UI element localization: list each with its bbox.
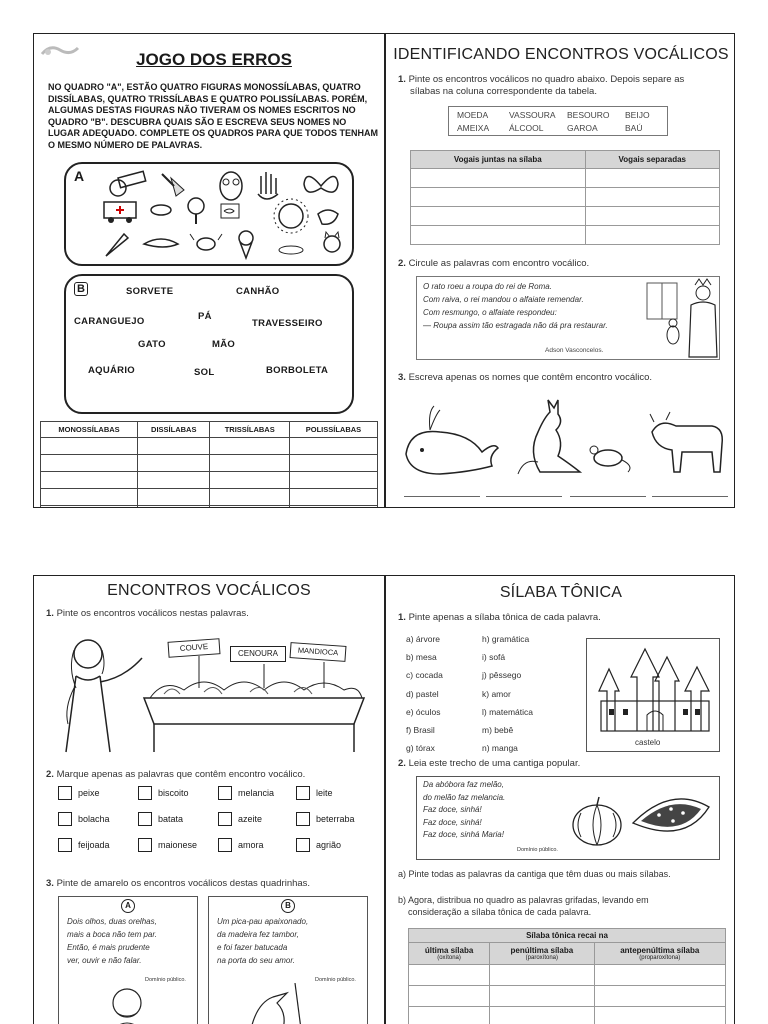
answer-cell[interactable] — [138, 489, 210, 506]
answer-line[interactable] — [652, 496, 728, 497]
carrot-icon — [106, 234, 128, 256]
answer-cell[interactable] — [41, 438, 138, 455]
poem-line: mais a boca não tem par. — [67, 930, 157, 939]
boy-face-icon — [103, 981, 153, 1024]
col-monossilabas: MONOSSÍLABAS — [41, 422, 138, 438]
aquarium-icon — [221, 204, 239, 218]
q3-text: Pinte de amarelo os encontros vocálicos destas quadrinhas. — [56, 878, 311, 889]
word-item: l) matemática — [482, 706, 534, 717]
cannon-icon — [110, 171, 146, 196]
silaba-tonica-panel — [386, 576, 735, 1024]
answer-cell[interactable] — [585, 188, 719, 207]
sign-couve: COUVE — [168, 638, 221, 658]
checkbox-label: batata — [158, 814, 184, 824]
checkbox-item[interactable] — [296, 812, 355, 826]
cat-icon — [324, 232, 340, 252]
checkbox[interactable] — [296, 812, 310, 826]
poem-line: Com resmungo, o alfaiate respondeu: — [423, 308, 557, 317]
table-row — [41, 489, 378, 506]
answer-cell[interactable] — [289, 455, 377, 472]
col-polissilabas: POLISSÍLABAS — [289, 422, 377, 438]
word-list-col1 — [406, 630, 443, 757]
source-note: Domínio público. — [315, 977, 356, 983]
word: BEIJO — [625, 110, 650, 120]
checkbox[interactable] — [58, 786, 72, 800]
poem-line: Da abóbora faz melão, — [423, 780, 504, 789]
q2-text: Circule as palavras com encontro vocálico. — [408, 258, 590, 269]
quadrinha-a-label: A — [121, 899, 135, 913]
vowel-table — [410, 150, 720, 245]
word-borboleta: BORBOLETA — [266, 365, 329, 376]
bottom-worksheet — [33, 575, 735, 1024]
table-row — [41, 438, 378, 455]
box-b-label: B — [74, 282, 88, 296]
word-canhao: CANHÃO — [236, 286, 280, 297]
col-main: penúltima sílaba — [510, 946, 574, 955]
word-item: g) tórax — [406, 743, 435, 754]
answer-cell[interactable] — [411, 188, 586, 207]
poem-line: Dois olhos, duas orelhas, — [67, 917, 157, 926]
poem-line: da madeira fez tambor, — [217, 930, 299, 939]
col-trissilabas: TRISSÍLABAS — [210, 422, 290, 438]
tree-icon — [188, 198, 204, 224]
instruction-line: QUADRO "B". DESCUBRA QUAIS SÃO E ESCREVA SEUS NOMES NO — [48, 116, 347, 127]
hand-icon — [258, 172, 278, 199]
tonic-table-title-row — [409, 929, 726, 943]
poem-line: Faz doce, sinhá Maria! — [423, 830, 504, 839]
box-a-label: A — [74, 168, 85, 184]
checkbox-label: maionese — [158, 840, 198, 850]
word-item: d) pastel — [406, 688, 439, 699]
sun-icon — [274, 199, 308, 233]
source-note: Domínio público. — [145, 977, 186, 983]
checkbox-item[interactable] — [138, 812, 183, 826]
answer-cell[interactable] — [585, 169, 719, 188]
q2-text: Marque apenas as palavras que contêm encontro vocálico. — [56, 769, 306, 780]
q-number: 2. — [46, 769, 54, 780]
poem-line: ver, ouvir e não falar. — [67, 956, 142, 965]
instruction-line: O MESMO NÚMERO DE PALAVRAS. — [48, 139, 203, 150]
checkbox-item[interactable] — [296, 786, 333, 800]
word-gato: GATO — [138, 339, 166, 350]
answer-cell[interactable] — [411, 169, 586, 188]
checkbox[interactable] — [296, 838, 310, 852]
word: BESOURO — [567, 110, 610, 120]
word-travesseiro: TRAVESSEIRO — [252, 318, 323, 329]
mouse-icon — [590, 446, 630, 472]
answer-cell[interactable] — [41, 472, 138, 489]
answer-cell[interactable] — [138, 455, 210, 472]
word-item: i) sofá — [482, 652, 506, 663]
owl-icon — [220, 172, 242, 200]
answer-cell[interactable] — [138, 472, 210, 489]
q1-text: Pinte os encontros vocálicos no quadro abaixo. Depois separe as — [408, 74, 685, 85]
quadrinha-b — [208, 896, 368, 1024]
word-item: k) amor — [482, 688, 511, 699]
answer-cell[interactable] — [289, 489, 377, 506]
logo-stamp — [40, 42, 80, 60]
word-item: e) óculos — [406, 706, 441, 717]
answer-cell[interactable] — [41, 506, 138, 508]
col-main: última sílaba — [424, 946, 474, 955]
table-row — [411, 226, 720, 245]
answer-cell[interactable] — [409, 965, 490, 986]
word: VASSOURA — [509, 110, 556, 120]
checkbox[interactable] — [138, 812, 152, 826]
q-number: 2. — [398, 758, 406, 769]
q-number: 3. — [398, 372, 406, 383]
qb-line: consideração a sílaba tônica de cada palavra. — [408, 907, 592, 917]
checkbox-item[interactable] — [58, 812, 110, 826]
checkbox-item[interactable] — [138, 786, 189, 800]
q2-text: Leia este trecho de uma cantiga popular. — [408, 758, 581, 769]
table-row — [409, 1007, 726, 1024]
poem-line: Com raiva, o rei mandou o alfaiate remendar. — [423, 295, 584, 304]
answer-cell[interactable] — [490, 965, 594, 986]
tonic-table-title: Sílaba tônica recai na — [409, 929, 726, 943]
hat-icon — [279, 246, 303, 254]
col-proparoxitona — [594, 943, 725, 965]
encontros-panel — [34, 576, 384, 1024]
q1-text: Pinte apenas a sílaba tônica de cada palavra. — [408, 612, 601, 623]
crab-icon — [190, 234, 222, 250]
q1-text: Pinte os encontros vocálicos nestas palavras. — [56, 608, 249, 619]
word: ÁLCOOL — [509, 123, 544, 133]
col-vogais-separadas: Vogais separadas — [585, 151, 719, 169]
girl-icon — [66, 640, 142, 752]
ox-icon — [650, 412, 722, 472]
word: BAÚ — [625, 123, 643, 133]
woodpecker-icon — [243, 983, 313, 1024]
answer-cell[interactable] — [594, 1007, 725, 1024]
quadrinha-a-text — [67, 915, 197, 967]
q1-text-2: sílabas na coluna correspondente da tabela. — [410, 86, 597, 97]
answer-cell[interactable] — [41, 489, 138, 506]
checkbox[interactable] — [296, 786, 310, 800]
quadrinha-a — [58, 896, 198, 1024]
col-vogais-juntas: Vogais juntas na sílaba — [411, 151, 586, 169]
answer-cell[interactable] — [585, 226, 719, 245]
checkbox-label: peixe — [78, 788, 100, 798]
word: MOEDA — [457, 110, 489, 120]
instruction-line: ALGUMAS DESTAS FIGURAS NÃO TIVERAM OS NOMES ESCRITOS NO — [48, 105, 356, 115]
word-caranguejo: CARANGUEJO — [74, 316, 145, 327]
answer-cell[interactable] — [41, 455, 138, 472]
word-pa: PÁ — [198, 311, 212, 322]
q-number: 1. — [398, 74, 406, 85]
answer-cell[interactable] — [585, 207, 719, 226]
checkbox-item[interactable] — [296, 838, 341, 852]
col-oxitona — [409, 943, 490, 965]
word-mao: MÃO — [212, 339, 236, 350]
table-row — [411, 188, 720, 207]
q-number: 3. — [46, 878, 54, 889]
answer-cell[interactable] — [490, 986, 594, 1007]
ambulance-icon — [104, 202, 136, 223]
checkbox-label: feijoada — [78, 840, 110, 850]
answer-cell[interactable] — [210, 506, 290, 508]
table-row — [41, 455, 378, 472]
word-item: m) bebê — [482, 725, 514, 736]
syllable-table — [40, 421, 378, 507]
id-q2 — [398, 258, 728, 270]
encontros-title: ENCONTROS VOCÁLICOS — [107, 582, 311, 599]
word-item: c) cocada — [406, 670, 443, 681]
sil-q1 — [398, 612, 728, 624]
butterfly-icon — [304, 176, 338, 192]
vowel-word-box — [448, 106, 668, 136]
enc-q3 — [46, 878, 376, 890]
col-dissilabas: DISSÍLABAS — [138, 422, 210, 438]
jogo-instructions — [48, 82, 382, 151]
tonic-table-header — [409, 943, 726, 965]
instruction-line: NO QUADRO "A", ESTÃO QUATRO FIGURAS MONOSSÍLABAS, QUATRO — [48, 82, 361, 92]
answer-line[interactable] — [570, 496, 646, 497]
word-sol: SOL — [194, 367, 215, 378]
top-worksheet — [33, 33, 735, 508]
answer-cell[interactable] — [138, 506, 210, 508]
word-sorvete: SORVETE — [126, 286, 174, 297]
word-aquario: AQUÁRIO — [88, 365, 135, 376]
sil-qa: a) Pinte todas as palavras da cantiga que têm duas ou mais sílabas. — [398, 869, 671, 879]
checkbox[interactable] — [138, 838, 152, 852]
table-header-row — [41, 422, 378, 438]
jogo-dos-erros-panel — [34, 34, 384, 507]
identificando-title: IDENTIFICANDO ENCONTROS VOCÁLICOS — [393, 46, 729, 63]
word-item: f) Brasil — [406, 725, 435, 736]
sil-q2 — [398, 758, 728, 770]
checkbox-label: beterraba — [316, 814, 355, 824]
checkbox-label: amora — [238, 840, 264, 850]
checkbox[interactable] — [218, 838, 232, 852]
checkbox-item[interactable] — [218, 812, 262, 826]
checkbox[interactable] — [218, 786, 232, 800]
qb-line: b) Agora, distribua no quadro as palavras grifadas, levando em — [398, 895, 649, 905]
col-sub: (paroxítona) — [525, 955, 559, 961]
answer-cell[interactable] — [210, 438, 290, 455]
table-row — [411, 207, 720, 226]
answer-cell[interactable] — [594, 965, 725, 986]
poem-line: e foi fazer batucada — [217, 943, 288, 952]
poem-line: na porta do seu amor. — [217, 956, 295, 965]
col-sub: (proparoxítona) — [639, 955, 681, 961]
word: AMEIXA — [457, 123, 490, 133]
id-q1 — [398, 74, 728, 98]
produce-stand-icon — [144, 682, 364, 752]
poem-line: do melão faz melancia. — [423, 792, 506, 802]
box-a-figures — [66, 164, 352, 264]
box-b — [64, 274, 354, 414]
wings-icon — [144, 239, 178, 247]
castle-box — [586, 638, 720, 752]
checkbox-item[interactable] — [58, 838, 110, 852]
col-main: antepenúltima sílaba — [620, 946, 700, 955]
word: GAROA — [567, 123, 598, 133]
id-q3 — [398, 372, 728, 384]
poem-author: Adson Vasconcelos. — [545, 347, 604, 354]
enc-q2 — [46, 769, 376, 781]
poem-line: Então, é mais prudente — [67, 943, 150, 952]
box-a — [64, 162, 354, 266]
answer-cell[interactable] — [210, 455, 290, 472]
enc-q1 — [46, 608, 376, 620]
checkbox-item[interactable] — [58, 786, 100, 800]
jogo-title: JOGO DOS ERROS — [136, 50, 292, 69]
answer-cell[interactable] — [210, 472, 290, 489]
poem-line: Um pica-pau apaixonado, — [217, 917, 309, 926]
answer-cell[interactable] — [411, 226, 586, 245]
answer-cell[interactable] — [138, 438, 210, 455]
pumpkin-icon — [573, 797, 621, 845]
quadrinha-b-text — [217, 915, 367, 967]
poem-line: O rato roeu a roupa do rei de Roma. — [423, 282, 552, 291]
ice-cream-icon — [239, 231, 253, 258]
answer-cell[interactable] — [409, 986, 490, 1007]
q-number: 2. — [398, 258, 406, 269]
word-list-col2 — [482, 630, 533, 757]
poem-box — [416, 276, 720, 360]
checkbox-label: bolacha — [78, 814, 110, 824]
sil-qb — [398, 894, 734, 918]
identificando-panel — [386, 34, 735, 507]
checkbox[interactable] — [218, 812, 232, 826]
watermelon-icon — [633, 799, 709, 831]
q-number: 1. — [46, 608, 54, 619]
word-item: j) pêssego — [482, 670, 522, 681]
poem-text — [423, 280, 633, 332]
castle-icon — [587, 639, 721, 739]
quadrinha-b-label: B — [281, 899, 295, 913]
poem-line: — Roupa assim tão estragada não dá pra restaurar. — [423, 321, 608, 330]
table-row — [411, 169, 720, 188]
checkbox[interactable] — [58, 838, 72, 852]
sign-cenoura: CENOURA — [230, 646, 286, 662]
answer-cell[interactable] — [210, 489, 290, 506]
animals-illustration — [400, 392, 730, 482]
castle-caption: castelo — [635, 738, 661, 747]
checkbox[interactable] — [138, 786, 152, 800]
tonic-table — [408, 928, 726, 1024]
sign-mandioca: MANDIOCA — [290, 642, 347, 662]
pillow-icon — [318, 210, 338, 224]
instruction-line: LUGAR ADEQUADO. COMPLETE OS QUADROS PARA QUE TODOS TENHAM — [48, 128, 379, 138]
checkbox-label: melancia — [238, 788, 275, 798]
checkbox-item[interactable] — [218, 786, 274, 800]
checkbox-item[interactable] — [218, 838, 264, 852]
cantiga-text — [423, 779, 573, 842]
king-rat-illustration — [645, 277, 721, 361]
answer-cell[interactable] — [490, 1007, 594, 1024]
answer-line[interactable] — [404, 496, 480, 497]
poem-line: Faz doce, sinhá! — [423, 805, 482, 814]
word-item: b) mesa — [406, 652, 437, 663]
pumpkin-melon-icon — [567, 783, 717, 855]
answer-cell[interactable] — [594, 986, 725, 1007]
checkbox[interactable] — [58, 812, 72, 826]
vowel-table-header — [411, 151, 720, 169]
table-row — [41, 506, 378, 508]
table-row — [409, 965, 726, 986]
col-paroxitona — [490, 943, 594, 965]
answer-cell[interactable] — [289, 472, 377, 489]
source-note: Domínio público. — [517, 847, 558, 853]
checkbox-item[interactable] — [138, 838, 197, 852]
poem-line: Faz doce, sinhá! — [423, 817, 482, 827]
checkbox-label: biscoito — [158, 788, 189, 798]
instruction-line: DISSÍLABAS, QUATRO TRISSÍLABAS E QUATRO POLISSÍLABAS. PORÉM, — [48, 93, 368, 104]
word-item: h) gramática — [482, 634, 530, 644]
checkbox-label: leite — [316, 788, 333, 798]
answer-cell[interactable] — [411, 207, 586, 226]
checkbox-label: azeite — [238, 814, 263, 824]
shovel-icon — [162, 174, 184, 196]
silaba-title: SÍLABA TÔNICA — [499, 584, 623, 601]
answer-cell[interactable] — [409, 1007, 490, 1024]
answer-cell[interactable] — [289, 506, 377, 508]
q3-text: Escreva apenas os nomes que contêm encontro vocálico. — [408, 372, 653, 383]
kangaroo-icon — [518, 400, 580, 474]
stamp-icon — [40, 42, 80, 60]
cantiga-box — [416, 776, 720, 860]
word-item: n) manga — [482, 743, 518, 754]
answer-cell[interactable] — [289, 438, 377, 455]
table-row — [41, 472, 378, 489]
table-row — [409, 986, 726, 1007]
q-number: 1. — [398, 612, 406, 623]
whale-icon — [406, 406, 498, 474]
col-sub: (oxítona) — [437, 955, 461, 961]
bread-icon — [151, 205, 171, 215]
answer-line[interactable] — [486, 496, 562, 497]
word-item: a) árvore — [406, 634, 441, 644]
checkbox-label: agrião — [316, 840, 342, 850]
